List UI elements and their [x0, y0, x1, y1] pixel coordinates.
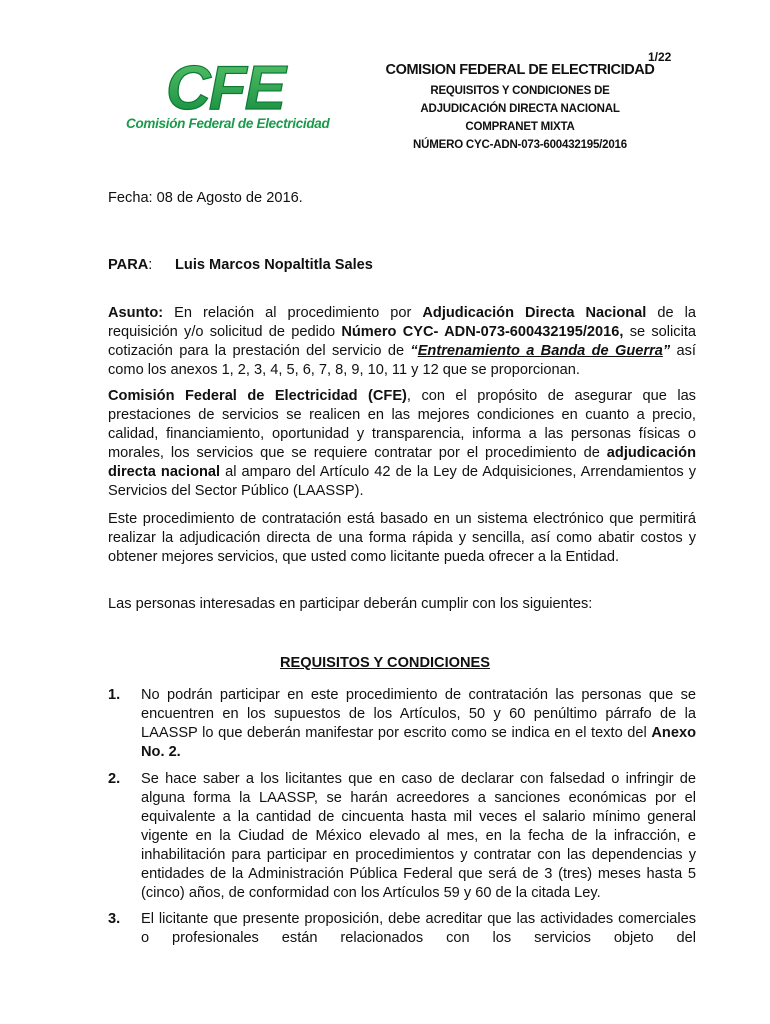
document-header — [370, 62, 670, 154]
header-line-1: REQUISITOS Y CONDICIONES DE — [430, 85, 610, 97]
cfe-logo-name: Comisión Federal de Electricidad — [126, 116, 330, 131]
cfe-logo-letters: CFE — [166, 54, 284, 123]
subject-label: Asunto: — [108, 305, 164, 321]
list-item-text: El licitante que presente proposición, debe acreditar que las actividades comerciales o profesionales están relacionados con los servicios objeto del — [141, 911, 696, 946]
section-title: REQUISITOS Y CONDICIONES — [279, 655, 491, 671]
list-item-text: No podrán participar en este procedimiento de contratación las personas que se encuentren en los supuestos de los Artículos, 50 y 60 penúltimo párrafo de la LAASSP lo que deberán manifestar por escrito como se indica en el texto del Anexo No. 2. — [141, 687, 696, 760]
recipient-line — [108, 256, 696, 275]
list-item — [108, 770, 696, 903]
header-line-4: NÚMERO CYC-ADN-073-600432195/2016 — [413, 139, 627, 151]
list-item-number: 3. — [108, 911, 121, 927]
list-item-text: Se hace saber a los licitantes que en caso de declarar con falsedad o infringir de alguna forma la LAASSP, se harán acreedores a sanciones económicas por el equivalente a la cantidad de cincuenta hasta mil veces el salario mínimo general vigente en la Ciudad de México elevado al mes, en la fecha de la infracción, e inhabilitación para participar en procedimientos y contratar con las dependencias y entidades de la Administración Pública Federal que será de 3 (tres) meses hasta 5 (cinco) años, de conformidad con los Artículos 59 y 60 de la citada Ley. — [141, 771, 696, 901]
list-item-number: 2. — [108, 771, 121, 787]
participants-paragraph: Las personas interesadas en participar deberán cumplir con los siguientes: — [108, 596, 593, 612]
procedure-paragraph: Este procedimiento de contratación está basado en un sistema electrónico que permitirá realizar la adjudicación directa de una forma rápida y sencilla, así como abatir costos y obtener mejores servicios, que usted como licitante pueda ofrecer a la Entidad. — [108, 511, 696, 565]
list-item-number: 1. — [108, 687, 121, 703]
header-line-2: ADJUDICACIÓN DIRECTA NACIONAL — [420, 103, 620, 115]
cfe-paragraph: Comisión Federal de Electricidad (CFE), con el propósito de asegurar que las prestaciones de servicios se realicen en las mejores condiciones en cuanto a precio, calidad, financiamiento, oportunidad y transparencia, informa a las personas físicas o morales, los servicios que se requiere contratar por el procedimiento de adjudicación directa nacional al amparo del Artículo 42 de la Ley de Adquisiciones, Arrendamientos y Servicios del Sector Público (LAASSP). — [108, 388, 696, 499]
subject-paragraph: Asunto: En relación al procedimiento por Adjudicación Directa Nacional de la requisición y/o solicitud de pedido Número CYC- ADN-073-600432195/2016, se solicita cotización para la prestación del servicio de “Entrenamiento a Banda de Guerra” así como los anexos 1, 2, 3, 4, 5, 6, 7, 8, 9, 10, 11 y 12 que se proporcionan. — [108, 305, 697, 378]
header-title: COMISION FEDERAL DE ELECTRICIDAD — [385, 62, 655, 78]
recipient-name: Luis Marcos Nopaltitla Sales — [175, 257, 373, 273]
page-number: 1/22 — [648, 50, 672, 64]
header-line-3: COMPRANET MIXTA — [465, 121, 575, 133]
service-name: “Entrenamiento a Banda de Guerra” — [410, 343, 671, 359]
date-line: Fecha: 08 de Agosto de 2016. — [108, 190, 303, 206]
recipient-label: PARA: — [108, 257, 153, 273]
list-item — [108, 686, 696, 762]
list-item — [108, 910, 696, 948]
